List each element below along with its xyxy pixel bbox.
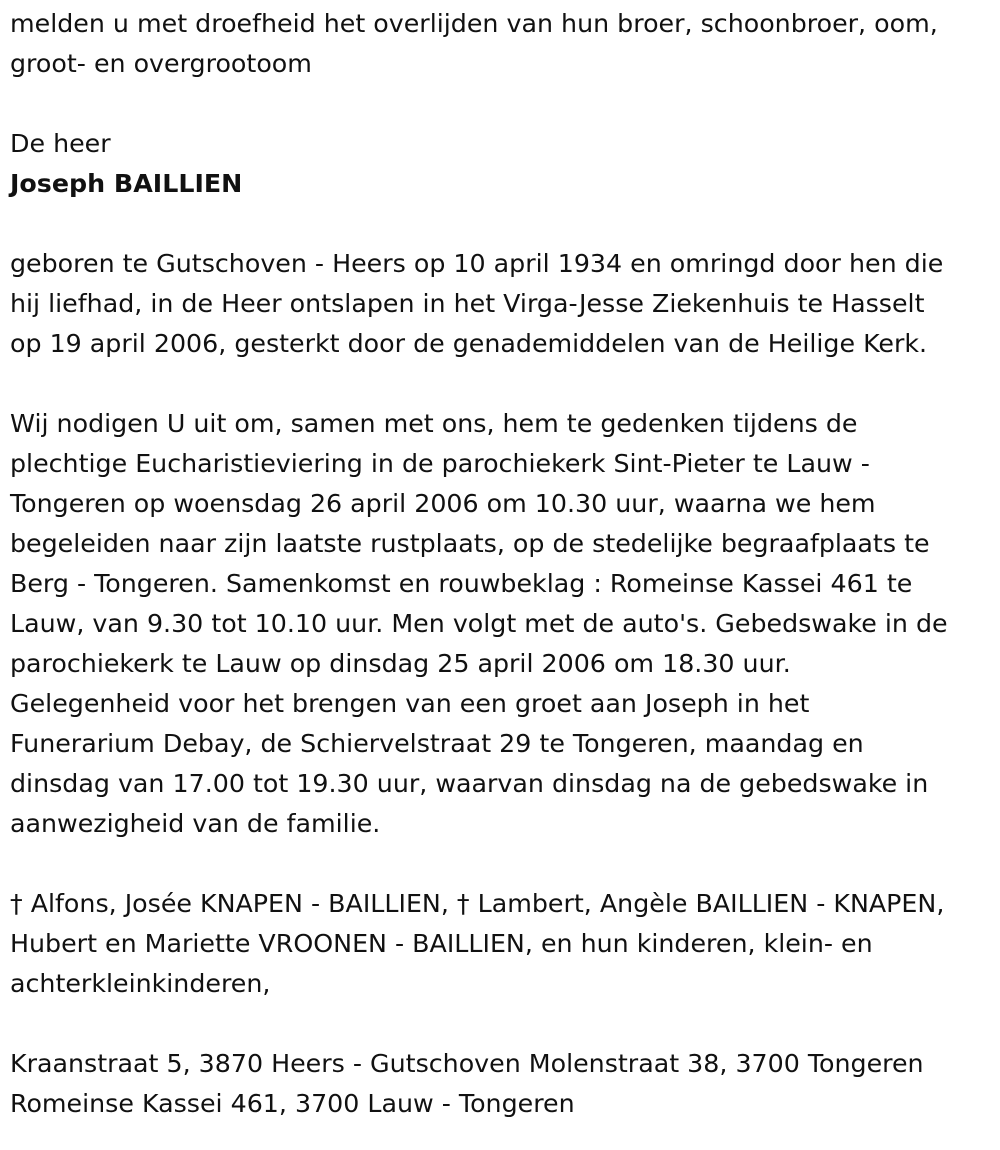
ceremony-line: aanwezigheid van de familie. [10,809,381,838]
ceremony-line: Tongeren op woensdag 26 april 2006 om 10.30 uur, waarna we hem [10,489,876,518]
ceremony-line: Funerarium Debay, de Schiervelstraat 29 te Tongeren, maandag en [10,729,864,758]
ceremony-paragraph [10,404,995,844]
family-line: Hubert en Mariette VROONEN - BAILLIEN, en hun kinderen, klein- en [10,929,873,958]
spacer [10,364,995,404]
ceremony-line: parochiekerk te Lauw op dinsdag 25 april 2006 om 18.30 uur. [10,649,791,678]
ceremony-line: Lauw, van 9.30 tot 10.10 uur. Men volgt met de auto's. Gebedswake in de [10,609,948,638]
ceremony-line: plechtige Eucharistieviering in de parochiekerk Sint-Pieter te Lauw - [10,449,870,478]
deceased-name: Joseph BAILLIEN [10,169,243,198]
intro-paragraph [10,4,995,84]
birth-death-line: op 19 april 2006, gesterkt door de genademiddelen van de Heilige Kerk. [10,329,928,358]
spacer [10,204,995,244]
family-paragraph [10,884,995,1004]
deceased-block [10,124,995,204]
intro-line: groot- en overgrootoom [10,49,312,78]
addresses-paragraph [10,1044,995,1124]
deceased-title: De heer [10,129,111,158]
intro-line: melden u met droefheid het overlijden van hun broer, schoonbroer, oom, [10,9,938,38]
ceremony-line: dinsdag van 17.00 tot 19.30 uur, waarvan dinsdag na de gebedswake in [10,769,929,798]
family-line: achterkleinkinderen, [10,969,271,998]
address-line: Kraanstraat 5, 3870 Heers - Gutschoven Molenstraat 38, 3700 Tongeren [10,1049,924,1078]
ceremony-line: Berg - Tongeren. Samenkomst en rouwbeklag : Romeinse Kassei 461 te [10,569,913,598]
spacer [10,844,995,884]
address-line: Romeinse Kassei 461, 3700 Lauw - Tongeren [10,1089,575,1118]
birth-death-line: geboren te Gutschoven - Heers op 10 april 1934 en omringd door hen die [10,249,944,278]
ceremony-line: begeleiden naar zijn laatste rustplaats, op de stedelijke begraafplaats te [10,529,930,558]
ceremony-line: Gelegenheid voor het brengen van een groet aan Joseph in het [10,689,810,718]
birth-death-paragraph [10,244,995,364]
ceremony-line: Wij nodigen U uit om, samen met ons, hem te gedenken tijdens de [10,409,858,438]
birth-death-line: hij liefhad, in de Heer ontslapen in het Virga-Jesse Ziekenhuis te Hasselt [10,289,925,318]
family-line: † Alfons, Josée KNAPEN - BAILLIEN, † Lambert, Angèle BAILLIEN - KNAPEN, [10,889,945,918]
spacer [10,84,995,124]
obituary-text [10,4,995,1124]
spacer [10,1004,995,1044]
